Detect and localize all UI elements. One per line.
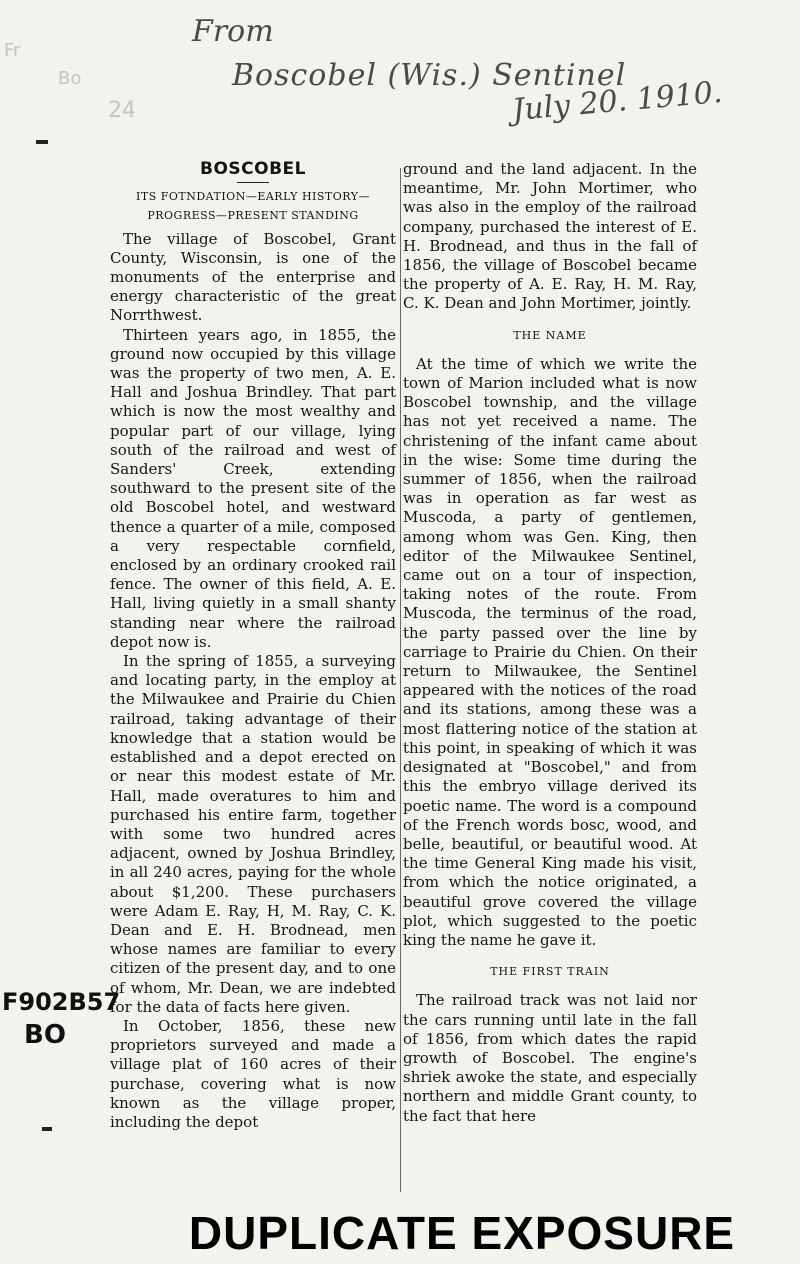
- title-rule: [237, 182, 269, 183]
- faint-annotation: Fr: [4, 40, 21, 61]
- section-heading-first-train: THE FIRST TRAIN: [490, 965, 610, 979]
- article-paragraph-continued: ground and the land adjacent. In the meantime, Mr. John Mortimer, who was also in the employ of the railroad company, purchased the interest of E. H. Brodnead, and thus in the fall of 1856, the village of Boscobel became the property of A. E. Ray, H. M. Ray, C. K. Dean and John Mortimer, jointly.: [403, 160, 697, 313]
- margin-mark: [42, 1127, 52, 1131]
- handwritten-source: Boscobel (Wis.) Sentinel: [232, 58, 627, 93]
- article-subtitle: ITS FOTNDATION—EARLY HISTORY—PROGRESS—PRESENT STANDING: [136, 190, 370, 223]
- article-paragraph: At the time of which we write the town of Marion included what is now Boscobel township, and the village has not yet received a name. The christening of the infant came about in the wise: Some time during the summer of 1856, when the railroad was in operation as far west as Muscoda, a party of gentlemen, among whom was Gen. King, then editor of the Milwaukee Sentinel, came out on a tour of inspection, taking notes of the route. From Muscoda, the terminus of the road, the party passed over the line by carriage to Prairie du Chien. On their return to Milwaukee, the Sentinel appeared with the notices of the road and its stations, among these was a most flattering notice of the station at this point, in speaking of which it was designated at "Boscobel," and from this the embryo village derived its poetic name. The word is a compound of the French words bosc, wood, and belle, beautiful, or beautiful wood. At the time General King made his visit, from which the notice originated, a beautiful grove covered the village plot, which suggested to the poetic king the name he gave it.: [403, 354, 697, 949]
- call-number-suffix: BO: [24, 1020, 66, 1050]
- section-heading-name: THE NAME: [513, 328, 587, 342]
- handwritten-from: From: [192, 14, 274, 49]
- margin-mark: [36, 140, 48, 144]
- faint-annotation: 24: [108, 98, 136, 123]
- article-title: BOSCOBEL: [200, 159, 306, 179]
- column-divider: [400, 168, 401, 1192]
- faint-annotation: Bo: [58, 68, 82, 89]
- article-paragraph: The railroad track was not laid nor the cars running until late in the fall of 1856, from which dates the rapid growth of Boscobel. The engine's shriek awoke the state, and especially northern and middle Grant county, to the fact that here: [403, 991, 697, 1125]
- article-column-left: [110, 160, 396, 1132]
- article-paragraph: The village of Boscobel, Grant County, Wisconsin, is one of the monuments of the enterprise and energy characteristic of the great Norrthwest.: [110, 229, 396, 325]
- article-paragraph: Thirteen years ago, in 1855, the ground now occupied by this village was the property of two men, A. E. Hall and Joshua Brindley. That part which is now the most wealthy and popular part of our village, lying south of the railroad and west of Sanders' Creek, extending southward to the present site of the old Boscobel hotel, and westward thence a quarter of a mile, composed a very respectable cornfield, enclosed by an ordinary crooked rail fence. The owner of this field, A. E. Hall, living quietly in a small shanty standing near where the railroad depot now is.: [110, 325, 396, 651]
- article-paragraph: In October, 1856, these new proprietors surveyed and made a village plat of 160 acres of their purchase, covering what is now known as the village proper, including the depot: [110, 1016, 396, 1131]
- article-column-right: [403, 160, 697, 1126]
- article-paragraph: In the spring of 1855, a surveying and locating party, in the employ at the Milwaukee and Prairie du Chien railroad, taking advantage of their knowledge that a station would be established and a depot erected on or near this modest estate of Mr. Hall, made overatures to him and purchased his entire farm, together with some two hundred acres adjacent, owned by Joshua Brindley, in all 240 acres, paying for the whole about $1,200. These purchasers were Adam E. Ray, H, M. Ray, C. K. Dean and E. H. Brodnead, men whose names are familiar to every citizen of the present day, and to one of whom, Mr. Dean, we are indebted for the data of facts here given.: [110, 652, 396, 1016]
- handwritten-date: July 20. 1910.: [510, 74, 724, 129]
- duplicate-exposure-stamp: DUPLICATE EXPOSURE: [188, 1207, 736, 1259]
- call-number: F902B57: [2, 988, 121, 1016]
